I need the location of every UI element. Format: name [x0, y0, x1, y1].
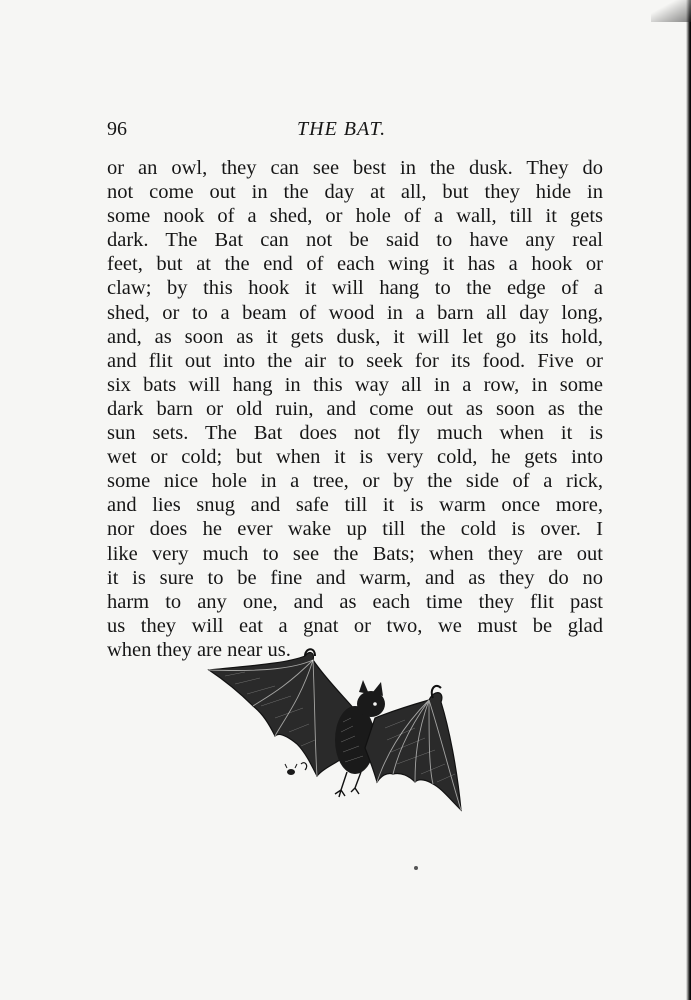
- text-line: it is sure to be fine and warm, and as they do no: [107, 566, 603, 589]
- text-line: and lies snug and safe till it is warm once more,: [107, 494, 603, 517]
- text-line: some nook of a shed, or hole of a wall, till it gets: [107, 205, 603, 228]
- page-header: [107, 118, 603, 146]
- page-number: 96: [107, 118, 127, 140]
- text-line: harm to any one, and as each time they flit past: [107, 590, 603, 613]
- text-line: dark. The Bat can not be said to have any real: [107, 229, 603, 252]
- text-line: wet or cold; but when it is very cold, he gets into: [107, 446, 603, 469]
- text-line: sun sets. The Bat does not fly much when it is: [107, 422, 603, 445]
- text-line: when they are near us.: [107, 638, 291, 661]
- text-line: and, as soon as it gets dusk, it will let go its hold,: [107, 325, 603, 348]
- text-line: shed, or to a beam of wood in a barn all day long,: [107, 301, 603, 324]
- text-line: claw; by this hook it will hang to the edge of a: [107, 277, 603, 300]
- ink-speck: [414, 866, 418, 870]
- text-line: us they will eat a gnat or two, we must be glad: [107, 614, 603, 637]
- text-line: like very much to see the Bats; when they are out: [107, 542, 603, 565]
- text-line: nor does he ever wake up till the cold is over. I: [107, 518, 603, 541]
- body-text: [107, 156, 603, 662]
- text-line: and flit out into the air to seek for its food. Five or: [107, 349, 603, 372]
- page-corner-shadow: [651, 0, 691, 22]
- text-line: dark barn or old ruin, and come out as soon as the: [107, 397, 603, 420]
- text-line: six bats will hang in this way all in a row, in some: [107, 373, 603, 396]
- running-title: THE BAT.: [297, 118, 387, 140]
- bat-illustration-icon: [205, 648, 467, 816]
- text-line: or an owl, they can see best in the dusk. They do: [107, 157, 603, 179]
- text-line: some nice hole in a tree, or by the side of a rick,: [107, 470, 603, 493]
- page-edge-shadow: [686, 0, 691, 1000]
- text-line: feet, but at the end of each wing it has a hook or: [107, 253, 603, 276]
- text-line: not come out in the day at all, but they hide in: [107, 181, 603, 204]
